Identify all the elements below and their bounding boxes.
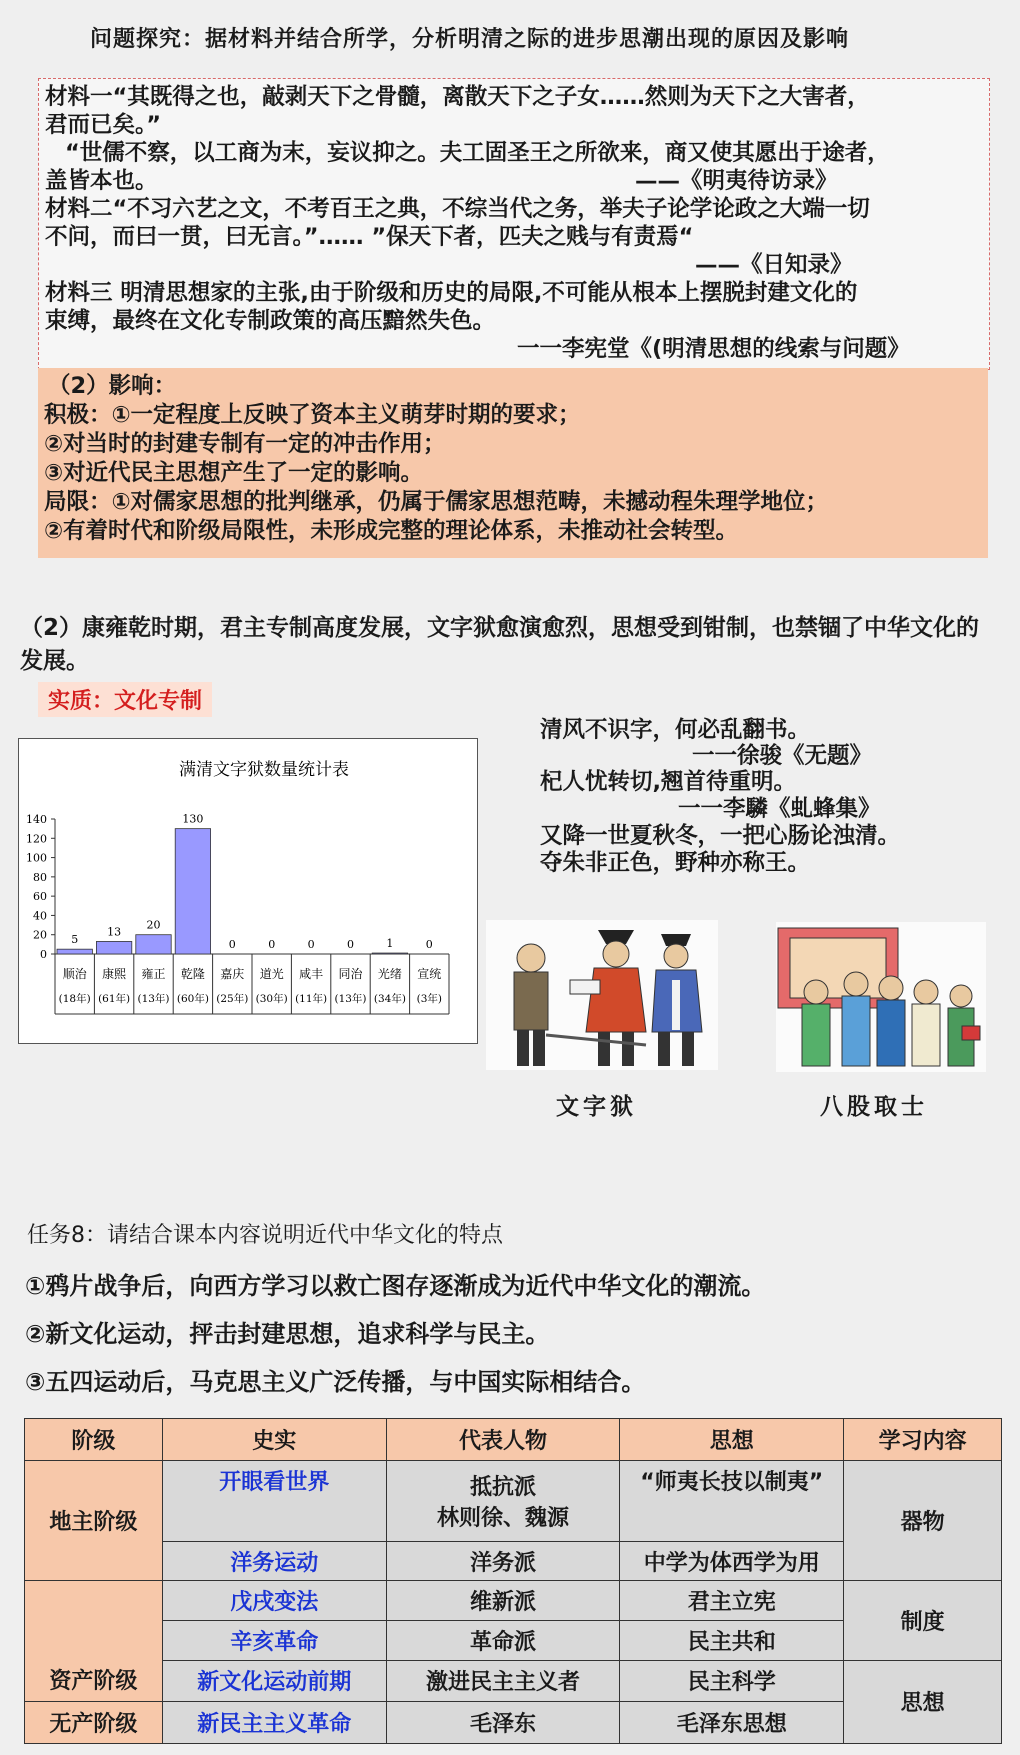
idea-cell: 民主共和	[620, 1621, 844, 1661]
content-cell: 制度	[844, 1581, 1002, 1660]
chart-title: 满清文字狱数量统计表	[179, 760, 349, 780]
idea-cell: 民主科学	[620, 1660, 844, 1702]
content-cell: 器物	[844, 1460, 1002, 1581]
chart-bar	[57, 949, 92, 954]
illustration-caption: 八股取士	[820, 1093, 928, 1120]
bar-value-label: 0	[307, 938, 315, 951]
poem-line: 杞人忧转切,翘首待重明。	[540, 769, 797, 795]
chart-svg	[19, 739, 477, 1043]
material-line: 不问，而曰一贯，曰无言。”…… ”保天下者，匹夫之贱与有责焉“	[45, 224, 694, 250]
figure-cell: 维新派	[386, 1581, 620, 1621]
category-label: 道光	[259, 967, 284, 981]
feature-line: ②新文化运动，抨击封建思想，追求科学与民主。	[25, 1320, 550, 1348]
category-label: 嘉庆	[220, 967, 245, 981]
feature-line: ①鸦片战争后，向西方学习以救亡图存逐渐成为近代中华文化的潮流。	[25, 1272, 766, 1300]
content-cell: 思想	[844, 1660, 1002, 1743]
figure-text: 抵抗派	[469, 1474, 536, 1500]
poem-line: 清风不识字，何必乱翻书。	[540, 717, 811, 743]
bar-value-label: 13	[107, 925, 122, 939]
poem-source: 一一李驎《虬蜂集》	[678, 796, 881, 822]
class-cell: 无产阶级	[25, 1702, 163, 1744]
figure-text: 林则徐、魏源	[436, 1505, 569, 1531]
category-sublabel: (34年)	[373, 993, 406, 1005]
header-figure: 代表人物	[386, 1419, 620, 1461]
category-label: 咸丰	[299, 967, 324, 981]
material-line: 盖皆本也。	[45, 168, 158, 194]
header-content: 学习内容	[844, 1419, 1002, 1461]
bar-value-label: 0	[425, 938, 433, 951]
bar-value-label: 0	[347, 938, 354, 951]
chart-bar	[175, 829, 210, 954]
essence-badge: 实质：文化专制	[38, 682, 212, 717]
chart-bar	[96, 941, 131, 954]
bar-value-label: 130	[182, 812, 204, 826]
event-cell: 洋务运动	[162, 1541, 386, 1581]
task-heading: 任务8：请结合课本内容说明近代中华文化的特点	[27, 1223, 503, 1248]
poem-source: 一一徐骏《无题》	[692, 743, 873, 769]
category-sublabel: (60年)	[176, 993, 209, 1005]
bar-value-label: 0	[268, 938, 276, 951]
header-idea: 思想	[620, 1419, 844, 1461]
category-sublabel: (13年)	[334, 993, 367, 1005]
bar-value-label: 1	[386, 937, 394, 951]
category-sublabel: (18年)	[58, 993, 91, 1005]
bar-value-label: 5	[71, 933, 79, 947]
figure-cell: 毛泽东	[386, 1702, 620, 1744]
category-label: 同治	[338, 967, 363, 981]
figure-cell: 革命派	[386, 1621, 620, 1661]
class-cell: 资产阶级	[25, 1581, 163, 1702]
section1-title: 问题探究：据材料并结合所学，分析明清之际的进步思潮出现的原因及影响	[90, 27, 850, 52]
event-cell: 新文化运动前期	[162, 1660, 386, 1702]
category-label: 康熙	[102, 967, 127, 981]
y-tick-label: 120	[26, 832, 47, 846]
event-cell: 戊戌变法	[162, 1581, 386, 1621]
material-line: 材料三 明清思想家的主张,由于阶级和历史的局限,不可能从根本上摆脱封建文化的	[45, 280, 858, 306]
table-row	[25, 1581, 1002, 1621]
y-tick-label: 0	[40, 948, 47, 961]
history-table	[24, 1418, 1002, 1744]
class-cell: 地主阶级	[25, 1460, 163, 1581]
event-cell: 新民主主义革命	[162, 1702, 386, 1744]
category-label: 乾隆	[180, 967, 205, 981]
category-label: 顺治	[62, 967, 87, 981]
idea-cell: “师夷长技以制夷”	[620, 1460, 844, 1541]
bar-value-label: 20	[146, 918, 161, 932]
impact-heading: （2）影响：	[48, 373, 177, 399]
illustration-caption: 文字狱	[556, 1093, 637, 1120]
header-class: 阶级	[25, 1419, 163, 1461]
table-row	[25, 1660, 1002, 1702]
figure-cell	[386, 1460, 620, 1541]
section2-text: （2）康雍乾时期，君主专制高度发展，文字狱愈演愈烈，思想受到钳制，也禁锢了中华文化的发展。	[20, 615, 980, 674]
table-header-row	[25, 1419, 1002, 1461]
idea-cell: 毛泽东思想	[620, 1702, 844, 1744]
impact-box	[38, 368, 988, 558]
impact-line: ②对当时的封建专制有一定的冲击作用；	[44, 431, 446, 457]
material-line: 君而已矣。”	[45, 112, 162, 138]
category-sublabel: (11年)	[295, 993, 328, 1005]
y-tick-label: 140	[26, 813, 47, 826]
material-line: 束缚，最终在文化专制政策的高压黯然失色。	[45, 308, 496, 334]
chart-bar	[372, 953, 407, 954]
category-sublabel: (25年)	[216, 993, 249, 1005]
idea-cell: 君主立宪	[620, 1581, 844, 1621]
header-event: 史实	[162, 1419, 386, 1461]
chart-bar	[136, 935, 171, 954]
category-label: 宣统	[417, 967, 442, 981]
category-sublabel: (3年)	[416, 993, 442, 1005]
poem-line: 又降一世夏秋冬，一把心肠论浊清。	[540, 823, 901, 849]
feature-line: ③五四运动后，马克思主义广泛传播，与中国实际相结合。	[25, 1368, 646, 1396]
inquisition-chart	[18, 738, 478, 1044]
idea-cell: 中学为体西学为用	[620, 1541, 844, 1581]
y-tick-label: 80	[33, 870, 47, 884]
table-row	[25, 1460, 1002, 1541]
figures-illustration-icon	[486, 920, 718, 1070]
materials-box	[38, 78, 990, 370]
category-sublabel: (61年)	[98, 993, 131, 1005]
figure-cell: 激进民主主义者	[386, 1660, 620, 1702]
category-label: 光绪	[377, 967, 402, 981]
poem-line: 夺朱非正色，野种亦称王。	[540, 850, 811, 876]
event-cell: 辛亥革命	[162, 1621, 386, 1661]
impact-line: 积极：①一定程度上反映了资本主义萌芽时期的要求；	[44, 402, 581, 428]
y-tick-label: 60	[33, 890, 47, 904]
material-line: “世儒不察，以工商为末，妄议抑之。夫工固圣王之所欲来，商又使其愿出于途者，	[65, 140, 890, 166]
bar-value-label: 0	[228, 938, 236, 951]
material-source: 一一李宪堂《(明清思想的线索与问题》	[517, 336, 910, 362]
category-sublabel: (30年)	[255, 993, 288, 1005]
literary-inquisition-illustration	[486, 920, 718, 1070]
material-source: ——《日知录》	[695, 252, 853, 278]
crowd-illustration-icon	[776, 922, 986, 1072]
impact-line: ②有着时代和阶级局限性，未形成完整的理论体系，未推动社会转型。	[44, 518, 739, 544]
category-sublabel: (13年)	[137, 993, 170, 1005]
imperial-exam-illustration	[776, 922, 986, 1072]
figure-cell: 洋务派	[386, 1541, 620, 1581]
category-label: 雍正	[141, 967, 166, 981]
impact-line: ③对近代民主思想产生了一定的影响。	[44, 460, 424, 486]
material-source: ——《明夷待访录》	[635, 168, 838, 194]
event-cell: 开眼看世界	[162, 1460, 386, 1541]
material-line: 材料二“不习六艺之文，不考百王之典，不综当代之务，举夫子论学论政之大端一切	[45, 196, 870, 222]
y-tick-label: 20	[33, 928, 47, 942]
material-line: 材料一“其既得之也，敲剥天下之骨髓，离散天下之子女……然则为天下之大害者，	[45, 84, 870, 110]
impact-line: 局限：①对儒家思想的批判继承，仍属于儒家思想范畴，未撼动程朱理学地位；	[44, 489, 829, 515]
y-tick-label: 100	[26, 851, 47, 865]
y-tick-label: 40	[33, 909, 47, 923]
